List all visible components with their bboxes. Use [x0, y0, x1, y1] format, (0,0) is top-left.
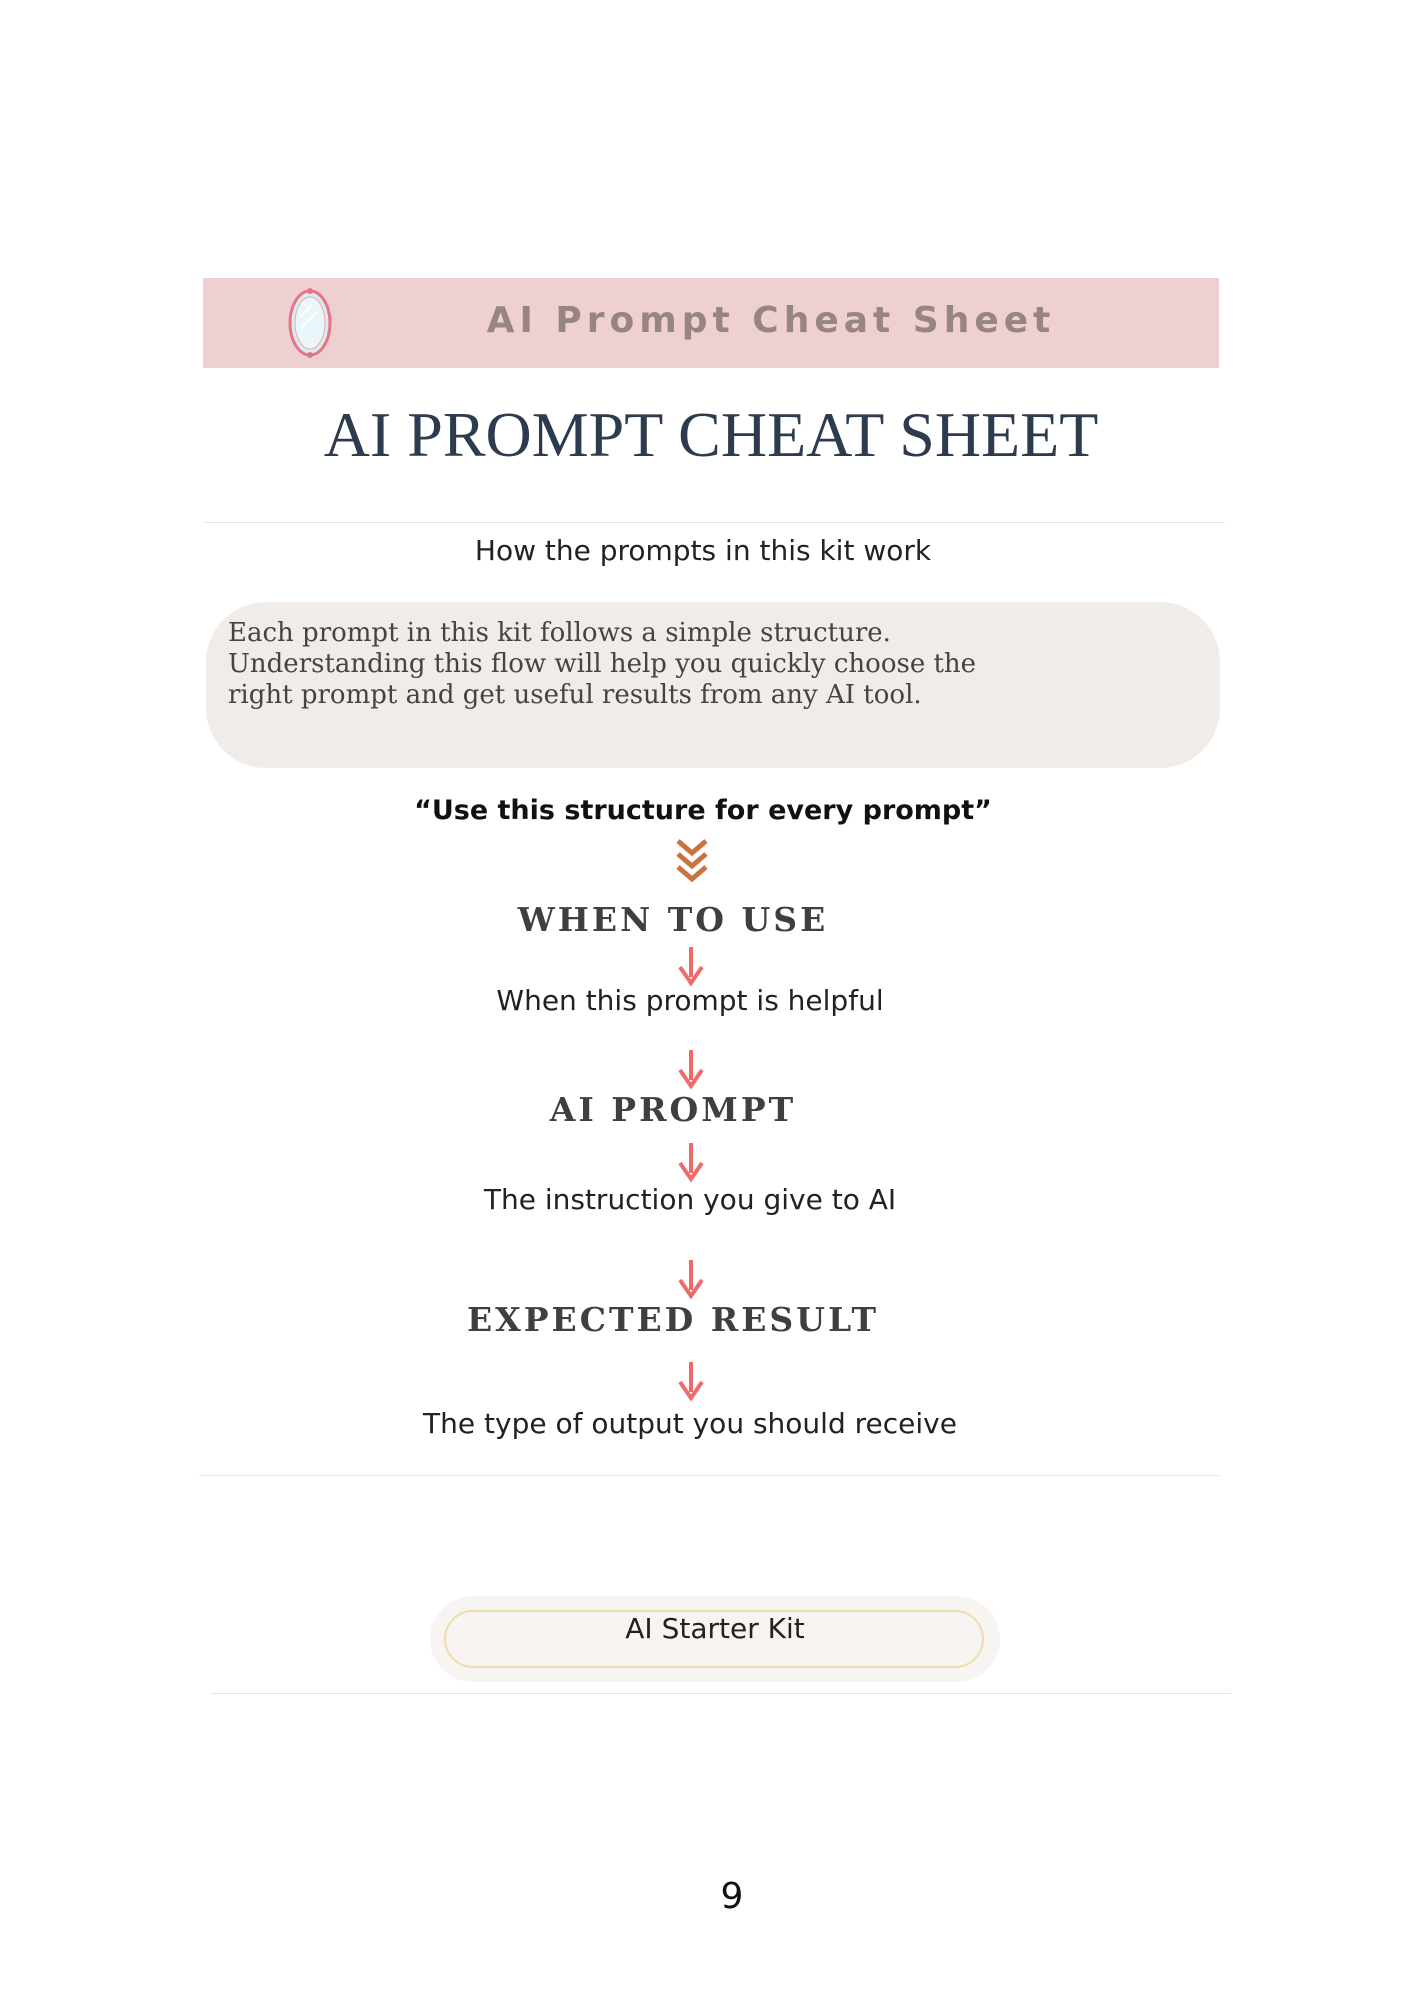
- kit-label: AI Starter Kit: [625, 1612, 805, 1645]
- structure-quote: “Use this structure for every prompt”: [414, 795, 992, 826]
- arrow-down-icon: [676, 945, 706, 987]
- divider: [199, 1475, 1219, 1476]
- step-heading-when-to-use: WHEN TO USE: [517, 900, 829, 939]
- intro-line: Each prompt in this kit follows a simple structure.: [228, 618, 891, 648]
- banner-title: AI Prompt Cheat Sheet: [486, 300, 1056, 341]
- intro-line: right prompt and get useful results from any AI tool.: [228, 680, 922, 710]
- step-description: The type of output you should receive: [423, 1407, 957, 1440]
- intro-text: [228, 618, 1048, 711]
- page-number: 9: [720, 1876, 744, 1917]
- divider: [205, 522, 1225, 523]
- page-title: AI PROMPT CHEAT SHEET: [323, 399, 1099, 470]
- section-subtitle: How the prompts in this kit work: [474, 534, 932, 567]
- arrow-down-icon: [676, 1258, 706, 1300]
- step-heading-ai-prompt: AI PROMPT: [549, 1090, 797, 1129]
- step-heading-expected-result: EXPECTED RESULT: [466, 1300, 880, 1339]
- divider: [211, 1693, 1231, 1694]
- step-description: When this prompt is helpful: [496, 984, 884, 1017]
- step-description: The instruction you give to AI: [483, 1183, 897, 1216]
- arrow-down-icon: [676, 1360, 706, 1402]
- chevron-down-icon: [675, 837, 709, 889]
- intro-line: Understanding this flow will help you quickly choose the: [228, 649, 977, 679]
- arrow-down-icon: [676, 1141, 706, 1183]
- arrow-down-icon: [676, 1048, 706, 1090]
